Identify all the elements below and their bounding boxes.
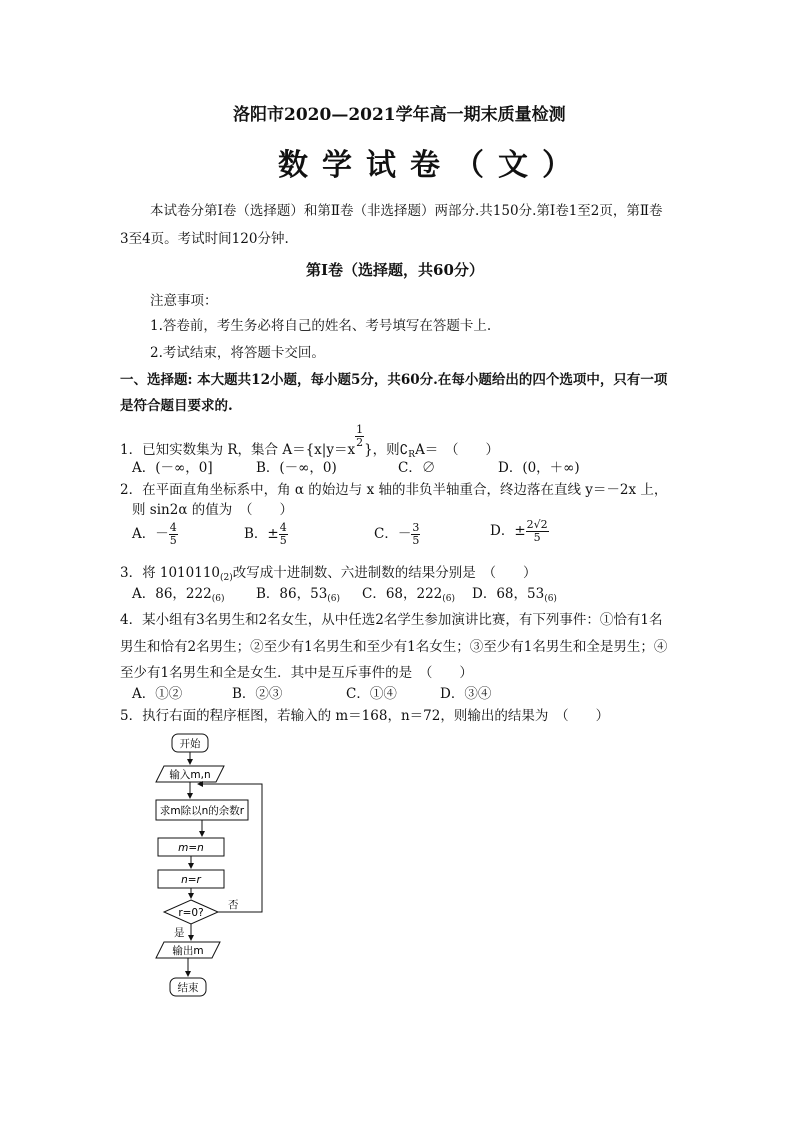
- q3-option-b: B．86，$53_{(6)}$: [256, 586, 341, 604]
- q4-option-a: A．①②: [132, 686, 183, 702]
- q1-option-c: C．∅: [398, 460, 436, 476]
- q4-option-d: D．③④: [440, 686, 492, 702]
- exam-title: 洛阳市2020—2021学年高一期末质量检测: [233, 105, 566, 125]
- flowchart-remainder-label: 求m除以n的余数r: [159, 805, 245, 817]
- intro-line-1: 本试卷分第Ⅰ卷（选择题）和第Ⅱ卷（非选择题）两部分.共150分.第Ⅰ卷1至2页，第Ⅱ卷: [150, 203, 663, 219]
- section-title: 第Ⅰ卷（选择题，共60分）: [306, 261, 484, 279]
- q1-option-d: D．(0，＋∞): [498, 460, 580, 476]
- q3-option-a: A．86，$222_{(6)}$: [132, 586, 225, 604]
- intro-line-2: 3至4页。考试时间120分钟.: [120, 231, 289, 247]
- question-4-line-2: 男生和恰有2名男生；②至少有1名男生和至少有1名女生；③至少有1名男生和全是男生；④: [120, 639, 668, 655]
- q1-option-b: B．(－∞，0): [256, 460, 337, 476]
- flowchart-decision-label: r=0?: [178, 907, 204, 919]
- question-2-line-1: 2．在平面直角坐标系中，角 α 的始边与 x 轴的非负半轴重合，终边落在直线 y＝－2x 上，: [120, 482, 668, 498]
- question-4-line-3: 至少有1名男生和全是女生．其中是互斥事件的是 （ ）: [120, 665, 473, 681]
- notice-item-2: 2.考试结束，将答题卡交回。: [150, 345, 325, 361]
- q2-option-b: B．± $\frac{4}{5}$: [244, 521, 287, 547]
- question-4-line-1: 4．某小组有3名男生和2名女生，从中任选2名学生参加演讲比赛，有下列事件：①恰有1名: [120, 612, 663, 628]
- flowchart-output-label: 输出m: [172, 945, 204, 957]
- flowchart-end-label: 结束: [177, 982, 199, 994]
- q1-option-a: A．(－∞，0]: [132, 460, 213, 476]
- question-3-stem: 3．将 $1010110_{(2)}$改写成十进制数、六进制数的结果分别是 （ ）: [120, 565, 537, 583]
- exponent-fraction: $\frac{1}{2}$: [356, 423, 364, 449]
- flowchart-assign-n-label: n=r: [181, 874, 201, 886]
- q3-option-c: C．68，$222_{(6)}$: [362, 586, 456, 604]
- q2-option-d: D．± $\frac{2√2}{5}$: [490, 518, 548, 544]
- flowchart-start-label: 开始: [179, 738, 201, 750]
- flowchart-input-label: 输入m,n: [169, 769, 211, 781]
- q3-option-d: D．68，$53_{(6)}$: [472, 586, 557, 604]
- question-5-stem: 5．执行右面的程序框图，若输入的 m＝168，n＝72，则输出的结果为 （ ）: [120, 708, 610, 724]
- q2-option-c: C．－ $\frac{3}{5}$: [374, 521, 420, 547]
- notice-item-1: 1.答卷前，考生务必将自己的姓名、考号填写在答题卡上.: [150, 318, 492, 334]
- flowchart-yes-label: 是: [174, 927, 185, 939]
- part1-heading-line-2: 是符合题目要求的.: [120, 398, 233, 414]
- q2-option-a: A．－ $\frac{4}{5}$: [132, 521, 177, 547]
- q4-option-b: B．②③: [232, 686, 283, 702]
- flowchart-no-label: 否: [228, 899, 239, 911]
- part1-heading-line-1: 一、选择题: 本大题共12小题，每小题5分，共60分.在每小题给出的四个选项中，只有一项: [120, 372, 668, 388]
- notice-title: 注意事项：: [150, 293, 218, 309]
- question-2-line-2: 则 sin2α 的值为 （ ）: [132, 502, 293, 518]
- question-1-stem: 1．已知实数集为 R，集合 A＝{x|y＝x $\frac{1}{2}$ }，则$∁_RA=$ （ ）: [120, 423, 500, 460]
- flowchart: [140, 730, 280, 1010]
- flowchart-assign-m-label: m=n: [178, 842, 204, 854]
- exam-subtitle: 数学试卷（文）: [278, 148, 586, 183]
- q4-option-c: C．①④: [346, 686, 397, 702]
